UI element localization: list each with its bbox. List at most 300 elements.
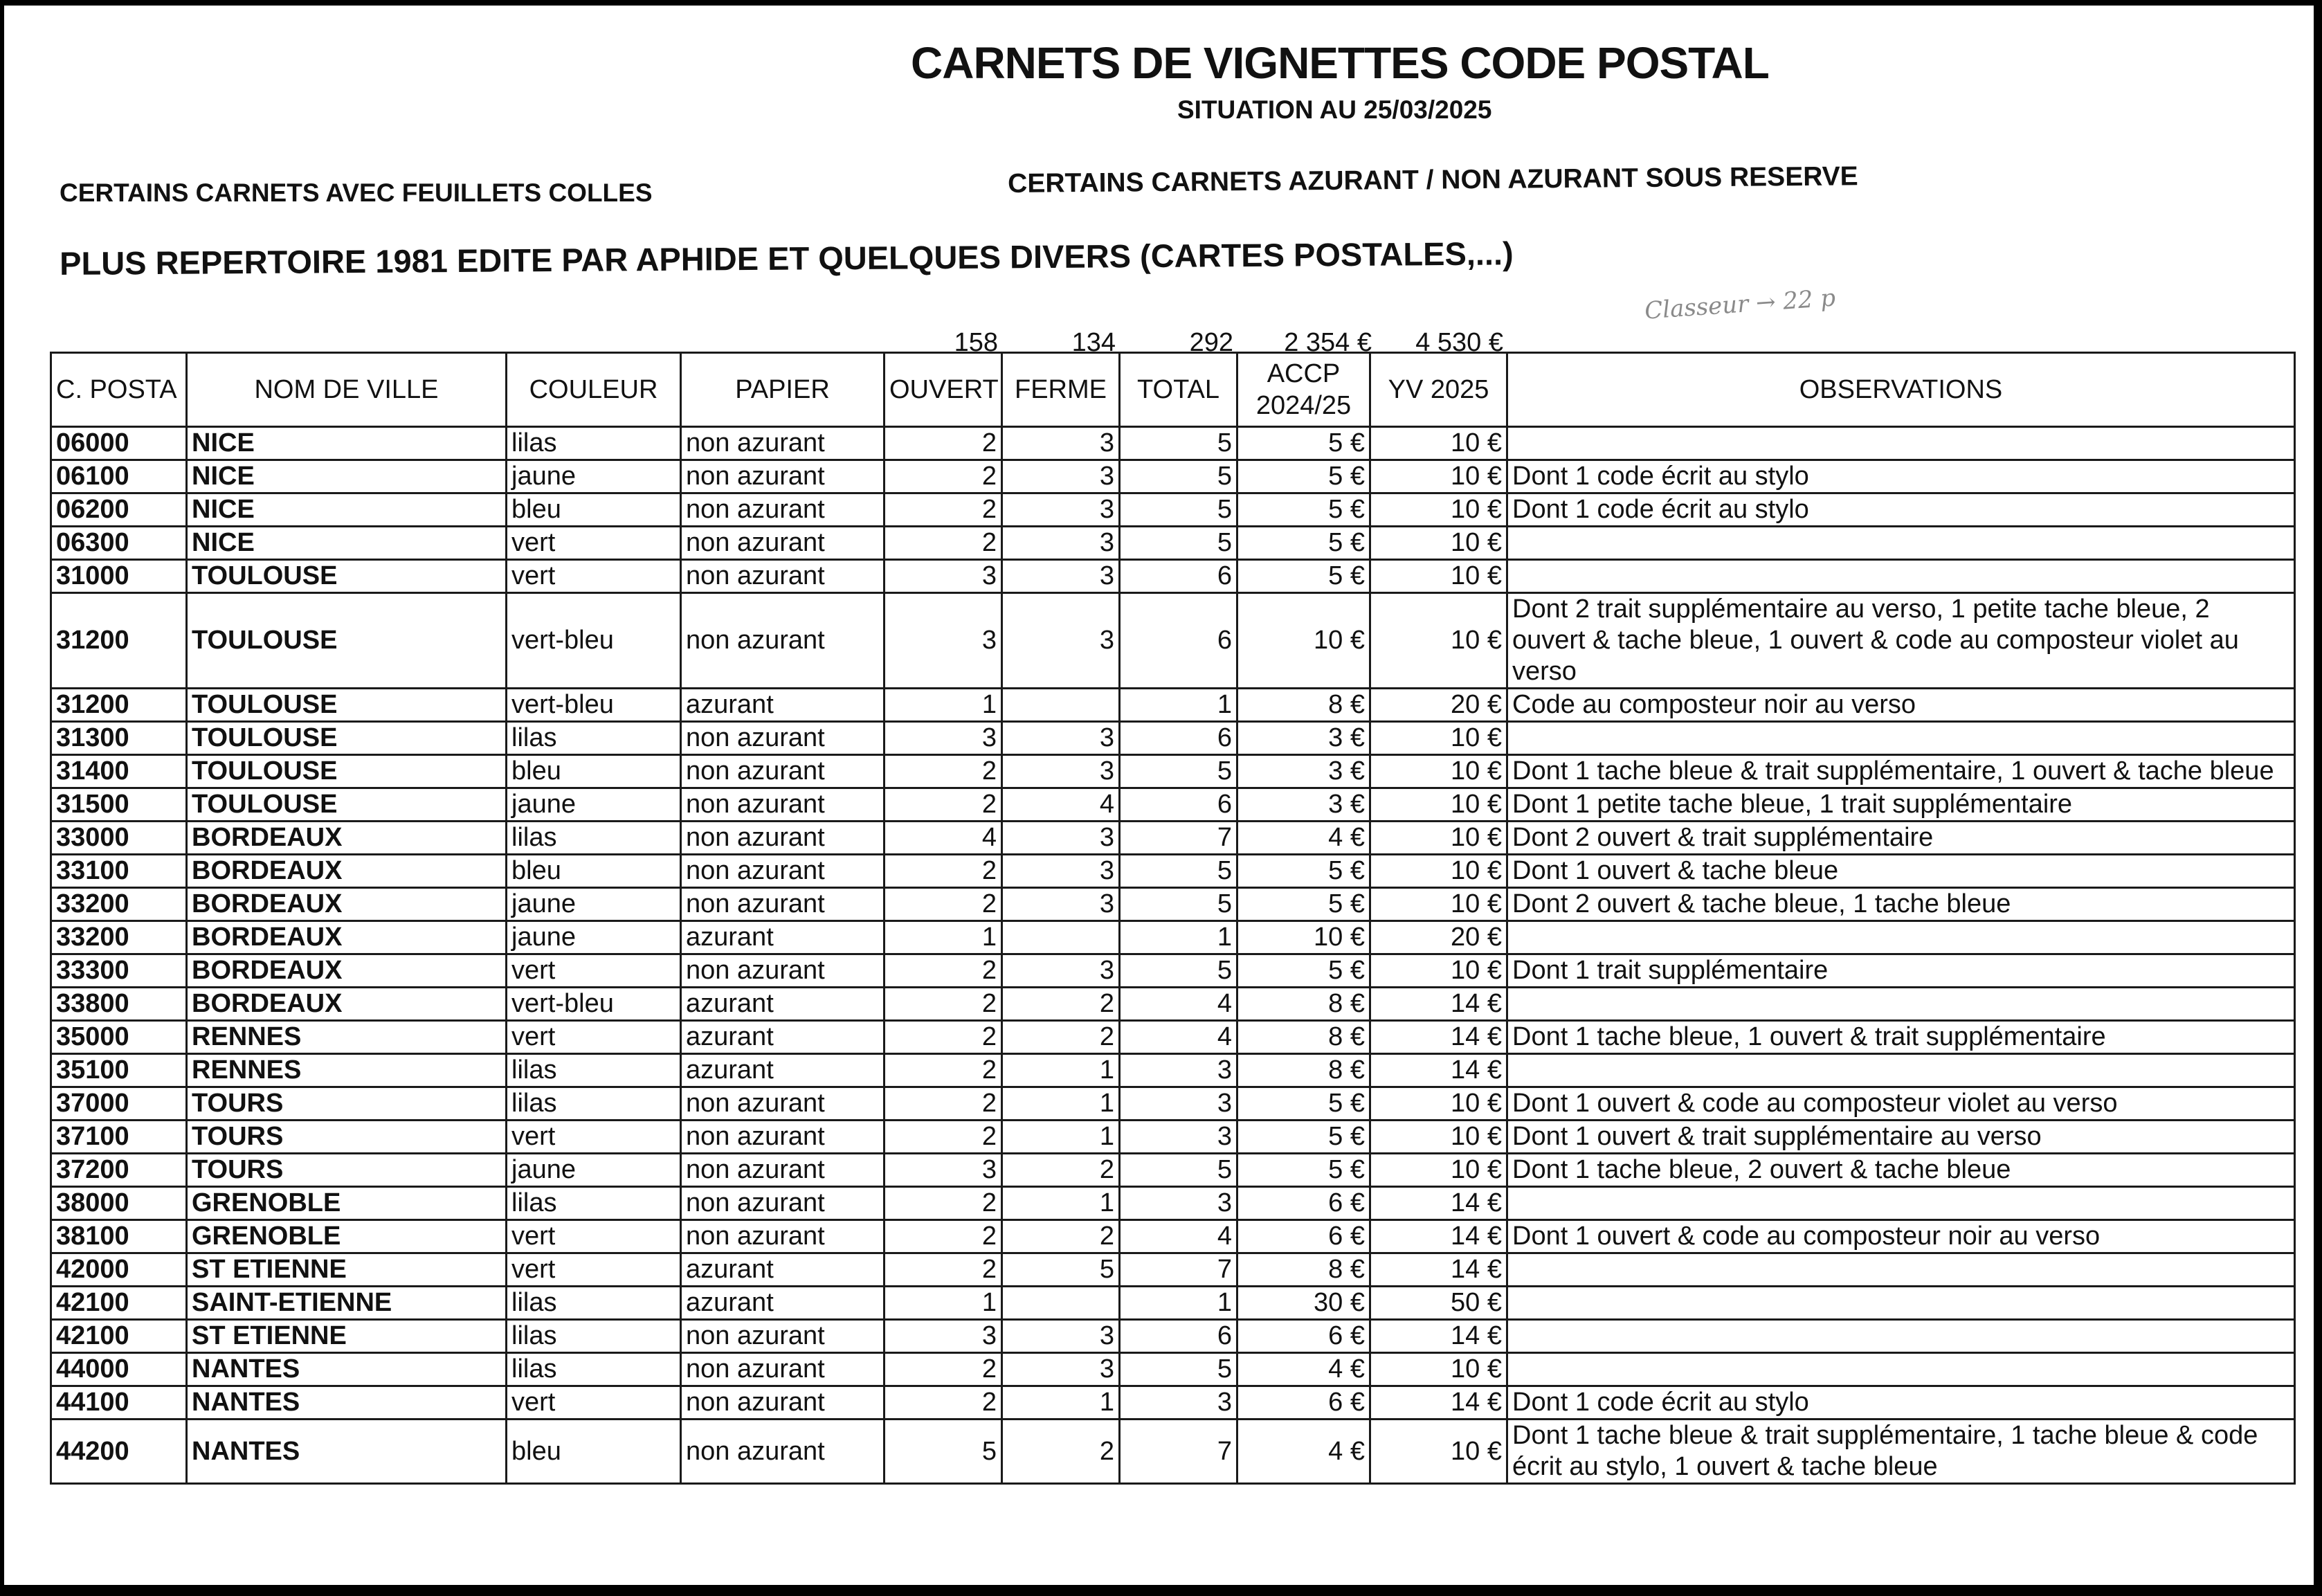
cell-code-postal: 06100 [51,460,187,493]
table-row [51,1320,2295,1353]
cell-total: 3 [1120,1121,1237,1154]
cell-total: 5 [1120,460,1237,493]
cell-papier: non azurant [681,1320,885,1353]
cell-yv: 10 € [1370,460,1507,493]
cell-yv: 14 € [1370,1021,1507,1054]
cell-papier: azurant [681,1253,885,1287]
table-row [51,689,2295,722]
table-row [51,822,2295,855]
cell-observations [1507,1353,2295,1386]
cell-nom-de-ville: GRENOBLE [187,1220,507,1253]
cell-couleur: vert [507,954,681,988]
cell-ouvert: 2 [885,855,1002,888]
cell-nom-de-ville: GRENOBLE [187,1187,507,1220]
cell-observations: Dont 1 ouvert & code au composteur violet au verso [1507,1087,2295,1121]
cell-nom-de-ville: TOURS [187,1154,507,1187]
cell-nom-de-ville: NANTES [187,1386,507,1420]
cell-observations [1507,1287,2295,1320]
cell-accp: 5 € [1237,527,1370,560]
cell-papier: non azurant [681,460,885,493]
cell-yv: 20 € [1370,689,1507,722]
cell-nom-de-ville: TOURS [187,1121,507,1154]
cell-couleur: lilas [507,1187,681,1220]
cell-ferme: 2 [1002,1021,1120,1054]
cell-observations: Dont 2 ouvert & trait supplémentaire [1507,822,2295,855]
header-observations: OBSERVATIONS [1507,353,2295,427]
cell-total: 5 [1120,527,1237,560]
cell-code-postal: 35100 [51,1054,187,1087]
total-yv: 4 530 € [1415,328,1503,357]
cell-ferme [1002,1287,1120,1320]
table-row [51,1121,2295,1154]
cell-couleur: lilas [507,1287,681,1320]
cell-nom-de-ville: SAINT-ETIENNE [187,1287,507,1320]
cell-ferme: 3 [1002,855,1120,888]
cell-observations: Dont 1 tache bleue & trait supplémentaire, 1 ouvert & tache bleue [1507,755,2295,788]
table-row [51,1287,2295,1320]
cell-accp: 8 € [1237,988,1370,1021]
header-papier: PAPIER [681,353,885,427]
cell-couleur: vert [507,1220,681,1253]
cell-accp: 6 € [1237,1386,1370,1420]
page-title: CARNETS DE VIGNETTES CODE POSTAL [911,38,1769,88]
cell-couleur: vert [507,1386,681,1420]
table-row [51,427,2295,460]
cell-couleur: jaune [507,788,681,822]
cell-papier: non azurant [681,427,885,460]
cell-nom-de-ville: NICE [187,527,507,560]
cell-total: 1 [1120,689,1237,722]
cell-nom-de-ville: NICE [187,460,507,493]
note-repertoire: PLUS REPERTOIRE 1981 EDITE PAR APHIDE ET QUELQUES DIVERS (CARTES POSTALES,...) [60,235,1514,282]
cell-nom-de-ville: TOULOUSE [187,593,507,689]
cell-papier: non azurant [681,855,885,888]
cell-total: 5 [1120,1154,1237,1187]
cell-yv: 20 € [1370,921,1507,954]
cell-total: 4 [1120,1021,1237,1054]
cell-total: 7 [1120,822,1237,855]
cell-ferme: 3 [1002,888,1120,921]
header-yv: YV 2025 [1370,353,1507,427]
cell-ouvert: 3 [885,560,1002,593]
cell-nom-de-ville: BORDEAUX [187,954,507,988]
cell-observations: Dont 1 ouvert & trait supplémentaire au verso [1507,1121,2295,1154]
cell-code-postal: 37100 [51,1121,187,1154]
cell-yv: 10 € [1370,527,1507,560]
cell-accp: 5 € [1237,954,1370,988]
cell-couleur: vert-bleu [507,593,681,689]
table-row [51,1253,2295,1287]
cell-observations: Dont 2 trait supplémentaire au verso, 1 petite tache bleue, 2 ouvert & tache bleue, 1 ouvert & code au composteur violet au verso [1507,593,2295,689]
total-ouvert: 158 [954,328,998,357]
cell-accp: 4 € [1237,1353,1370,1386]
cell-ferme: 3 [1002,427,1120,460]
cell-total: 6 [1120,788,1237,822]
cell-yv: 14 € [1370,1054,1507,1087]
cell-observations: Dont 1 code écrit au stylo [1507,493,2295,527]
cell-yv: 14 € [1370,1320,1507,1353]
cell-couleur: lilas [507,427,681,460]
cell-yv: 10 € [1370,1087,1507,1121]
cell-total: 5 [1120,855,1237,888]
cell-ouvert: 2 [885,427,1002,460]
cell-couleur: jaune [507,460,681,493]
cell-papier: non azurant [681,560,885,593]
cell-total: 3 [1120,1054,1237,1087]
cell-ouvert: 3 [885,1154,1002,1187]
cell-observations: Dont 1 code écrit au stylo [1507,460,2295,493]
cell-yv: 10 € [1370,954,1507,988]
handwritten-note: Classeur → 22 p [1643,284,1837,325]
cell-nom-de-ville: TOURS [187,1087,507,1121]
table-row [51,855,2295,888]
cell-couleur: vert [507,1021,681,1054]
cell-code-postal: 35000 [51,1021,187,1054]
total-total: 292 [1189,328,1233,357]
cell-observations [1507,560,2295,593]
cell-yv: 14 € [1370,1220,1507,1253]
cell-code-postal: 37000 [51,1087,187,1121]
cell-papier: non azurant [681,1087,885,1121]
table-row [51,1386,2295,1420]
cell-accp: 3 € [1237,788,1370,822]
cell-ferme: 1 [1002,1187,1120,1220]
cell-ferme: 3 [1002,722,1120,755]
table-row [51,755,2295,788]
cell-ferme: 5 [1002,1253,1120,1287]
cell-ferme: 1 [1002,1087,1120,1121]
cell-nom-de-ville: TOULOUSE [187,722,507,755]
cell-ouvert: 1 [885,1287,1002,1320]
cell-ouvert: 2 [885,1087,1002,1121]
cell-ferme: 3 [1002,1320,1120,1353]
cell-papier: non azurant [681,1187,885,1220]
cell-accp: 30 € [1237,1287,1370,1320]
cell-nom-de-ville: BORDEAUX [187,888,507,921]
cell-ouvert: 2 [885,527,1002,560]
table-row [51,527,2295,560]
cell-accp: 5 € [1237,1121,1370,1154]
header-total: TOTAL [1120,353,1237,427]
cell-ouvert: 2 [885,493,1002,527]
cell-couleur: lilas [507,1320,681,1353]
cell-ouvert: 4 [885,822,1002,855]
header-accp-line2: 2024/25 [1255,391,1352,420]
cell-nom-de-ville: TOULOUSE [187,689,507,722]
cell-papier: non azurant [681,755,885,788]
cell-accp: 8 € [1237,1021,1370,1054]
table-row [51,722,2295,755]
cell-accp: 5 € [1237,1087,1370,1121]
table-row [51,1353,2295,1386]
cell-nom-de-ville: TOULOUSE [187,560,507,593]
cell-couleur: lilas [507,822,681,855]
cell-nom-de-ville: TOULOUSE [187,755,507,788]
cell-couleur: lilas [507,1087,681,1121]
cell-yv: 10 € [1370,855,1507,888]
cell-accp: 5 € [1237,427,1370,460]
note-feuillets-colles: CERTAINS CARNETS AVEC FEUILLETS COLLES [60,179,653,207]
cell-ferme: 4 [1002,788,1120,822]
table-row [51,921,2295,954]
cell-accp: 8 € [1237,689,1370,722]
cell-nom-de-ville: RENNES [187,1054,507,1087]
cell-yv: 50 € [1370,1287,1507,1320]
cell-ouvert: 2 [885,1187,1002,1220]
table-row [51,1220,2295,1253]
table-row [51,460,2295,493]
cell-code-postal: 06000 [51,427,187,460]
cell-code-postal: 38000 [51,1187,187,1220]
cell-accp: 5 € [1237,560,1370,593]
cell-papier: non azurant [681,888,885,921]
cell-papier: azurant [681,1054,885,1087]
cell-code-postal: 06200 [51,493,187,527]
table-header-row [51,353,2295,427]
cell-yv: 10 € [1370,1353,1507,1386]
cell-observations: Code au composteur noir au verso [1507,689,2295,722]
cell-ouvert: 2 [885,1121,1002,1154]
cell-accp: 10 € [1237,593,1370,689]
cell-yv: 10 € [1370,755,1507,788]
table-row [51,788,2295,822]
cell-nom-de-ville: TOULOUSE [187,788,507,822]
cell-yv: 10 € [1370,888,1507,921]
cell-papier: non azurant [681,493,885,527]
cell-ouvert: 1 [885,921,1002,954]
cell-observations: Dont 1 code écrit au stylo [1507,1386,2295,1420]
cell-papier: azurant [681,1287,885,1320]
cell-observations [1507,1253,2295,1287]
cell-nom-de-ville: BORDEAUX [187,988,507,1021]
cell-code-postal: 33200 [51,921,187,954]
cell-papier: azurant [681,988,885,1021]
cell-ouvert: 2 [885,460,1002,493]
cell-observations [1507,722,2295,755]
cell-ouvert: 3 [885,1320,1002,1353]
cell-code-postal: 44100 [51,1386,187,1420]
cell-total: 5 [1120,755,1237,788]
cell-ferme: 3 [1002,954,1120,988]
header-accp [1237,353,1370,427]
cell-code-postal: 31200 [51,593,187,689]
cell-nom-de-ville: ST ETIENNE [187,1320,507,1353]
cell-ferme: 2 [1002,988,1120,1021]
cell-yv: 14 € [1370,1253,1507,1287]
cell-ferme: 3 [1002,527,1120,560]
note-azurant-reserve: CERTAINS CARNETS AZURANT / NON AZURANT SOUS RESERVE [1008,161,1858,199]
cell-accp: 6 € [1237,1220,1370,1253]
cell-papier: non azurant [681,822,885,855]
cell-ferme: 3 [1002,493,1120,527]
cell-total: 6 [1120,722,1237,755]
table-row [51,988,2295,1021]
cell-couleur: jaune [507,888,681,921]
cell-couleur: bleu [507,755,681,788]
cell-yv: 10 € [1370,427,1507,460]
header-nom-de-ville: NOM DE VILLE [187,353,507,427]
cell-yv: 14 € [1370,1386,1507,1420]
scanned-page [4,6,2314,1585]
cell-couleur: bleu [507,855,681,888]
cell-couleur: lilas [507,1054,681,1087]
cell-ferme: 3 [1002,593,1120,689]
cell-code-postal: 33200 [51,888,187,921]
cell-code-postal: 33100 [51,855,187,888]
cell-code-postal: 44200 [51,1420,187,1484]
cell-ouvert: 2 [885,755,1002,788]
cell-ouvert: 2 [885,888,1002,921]
cell-papier: non azurant [681,593,885,689]
cell-code-postal: 37200 [51,1154,187,1187]
cell-total: 6 [1120,560,1237,593]
cell-observations [1507,427,2295,460]
cell-couleur: bleu [507,1420,681,1484]
cell-ferme [1002,921,1120,954]
cell-couleur: jaune [507,1154,681,1187]
header-couleur: COULEUR [507,353,681,427]
cell-total: 6 [1120,593,1237,689]
cell-couleur: lilas [507,1353,681,1386]
cell-couleur: vert [507,1253,681,1287]
cell-observations [1507,988,2295,1021]
cell-couleur: vert [507,527,681,560]
cell-ouvert: 2 [885,1220,1002,1253]
cell-ouvert: 3 [885,722,1002,755]
cell-code-postal: 31200 [51,689,187,722]
cell-ouvert: 1 [885,689,1002,722]
cell-yv: 10 € [1370,1121,1507,1154]
cell-ouvert: 2 [885,1386,1002,1420]
cell-ouvert: 2 [885,1253,1002,1287]
cell-couleur: jaune [507,921,681,954]
total-ferme: 134 [1071,328,1116,357]
cell-code-postal: 42000 [51,1253,187,1287]
cell-papier: non azurant [681,1420,885,1484]
cell-papier: non azurant [681,527,885,560]
cell-code-postal: 42100 [51,1320,187,1353]
cell-nom-de-ville: ST ETIENNE [187,1253,507,1287]
cell-ouvert: 2 [885,988,1002,1021]
cell-total: 1 [1120,921,1237,954]
cell-ferme: 3 [1002,755,1120,788]
cell-nom-de-ville: BORDEAUX [187,921,507,954]
cell-total: 3 [1120,1386,1237,1420]
cell-couleur: vert [507,560,681,593]
cell-ouvert: 2 [885,1353,1002,1386]
cell-observations: Dont 1 tache bleue, 1 ouvert & trait supplémentaire [1507,1021,2295,1054]
cell-observations: Dont 1 tache bleue, 2 ouvert & tache bleue [1507,1154,2295,1187]
cell-total: 4 [1120,1220,1237,1253]
cell-yv: 14 € [1370,1187,1507,1220]
cell-accp: 4 € [1237,822,1370,855]
cell-accp: 5 € [1237,1154,1370,1187]
table-row [51,1187,2295,1220]
cell-ferme: 3 [1002,1353,1120,1386]
cell-observations: Dont 1 ouvert & tache bleue [1507,855,2295,888]
cell-total: 6 [1120,1320,1237,1353]
cell-code-postal: 31500 [51,788,187,822]
table-row [51,493,2295,527]
table-row [51,1087,2295,1121]
cell-nom-de-ville: BORDEAUX [187,855,507,888]
cell-yv: 10 € [1370,1420,1507,1484]
cell-observations: Dont 1 petite tache bleue, 1 trait supplémentaire [1507,788,2295,822]
cell-ouvert: 2 [885,954,1002,988]
cell-total: 5 [1120,954,1237,988]
cell-code-postal: 33300 [51,954,187,988]
cell-code-postal: 06300 [51,527,187,560]
cell-observations [1507,1320,2295,1353]
cell-nom-de-ville: NICE [187,493,507,527]
header-ouvert: OUVERT [885,353,1002,427]
cell-code-postal: 33800 [51,988,187,1021]
cell-code-postal: 44000 [51,1353,187,1386]
table-row [51,954,2295,988]
cell-ferme: 2 [1002,1220,1120,1253]
cell-accp: 8 € [1237,1253,1370,1287]
cell-accp: 6 € [1237,1187,1370,1220]
cell-observations: Dont 1 trait supplémentaire [1507,954,2295,988]
cell-accp: 5 € [1237,855,1370,888]
header-ferme: FERME [1002,353,1120,427]
cell-yv: 10 € [1370,1154,1507,1187]
table-row [51,593,2295,689]
table-row [51,1420,2295,1484]
cell-total: 3 [1120,1087,1237,1121]
cell-ouvert: 2 [885,788,1002,822]
cell-accp: 5 € [1237,493,1370,527]
table-row [51,888,2295,921]
cell-ouvert: 2 [885,1021,1002,1054]
cell-papier: azurant [681,1021,885,1054]
cell-papier: non azurant [681,1220,885,1253]
cell-code-postal: 33000 [51,822,187,855]
cell-ferme: 3 [1002,822,1120,855]
cell-accp: 5 € [1237,888,1370,921]
page-subtitle: SITUATION AU 25/03/2025 [1177,96,1492,124]
cell-ferme: 1 [1002,1121,1120,1154]
header-code-postal: C. POSTA [51,353,187,427]
cell-code-postal: 31400 [51,755,187,788]
cell-ouvert: 3 [885,593,1002,689]
carnets-table [50,352,2296,1485]
cell-couleur: lilas [507,722,681,755]
cell-observations [1507,1054,2295,1087]
cell-code-postal: 31000 [51,560,187,593]
cell-nom-de-ville: BORDEAUX [187,822,507,855]
cell-observations [1507,921,2295,954]
table-row [51,560,2295,593]
cell-yv: 10 € [1370,788,1507,822]
cell-papier: non azurant [681,1353,885,1386]
cell-papier: azurant [681,921,885,954]
cell-ferme [1002,689,1120,722]
header-accp-line1: ACCP [1267,359,1341,388]
cell-code-postal: 31300 [51,722,187,755]
cell-code-postal: 42100 [51,1287,187,1320]
cell-yv: 10 € [1370,722,1507,755]
cell-ferme: 2 [1002,1420,1120,1484]
cell-observations: Dont 2 ouvert & tache bleue, 1 tache bleue [1507,888,2295,921]
cell-ferme: 1 [1002,1054,1120,1087]
cell-couleur: vert [507,1121,681,1154]
cell-accp: 8 € [1237,1054,1370,1087]
cell-total: 5 [1120,427,1237,460]
table-row [51,1154,2295,1187]
cell-code-postal: 38100 [51,1220,187,1253]
cell-ouvert: 5 [885,1420,1002,1484]
